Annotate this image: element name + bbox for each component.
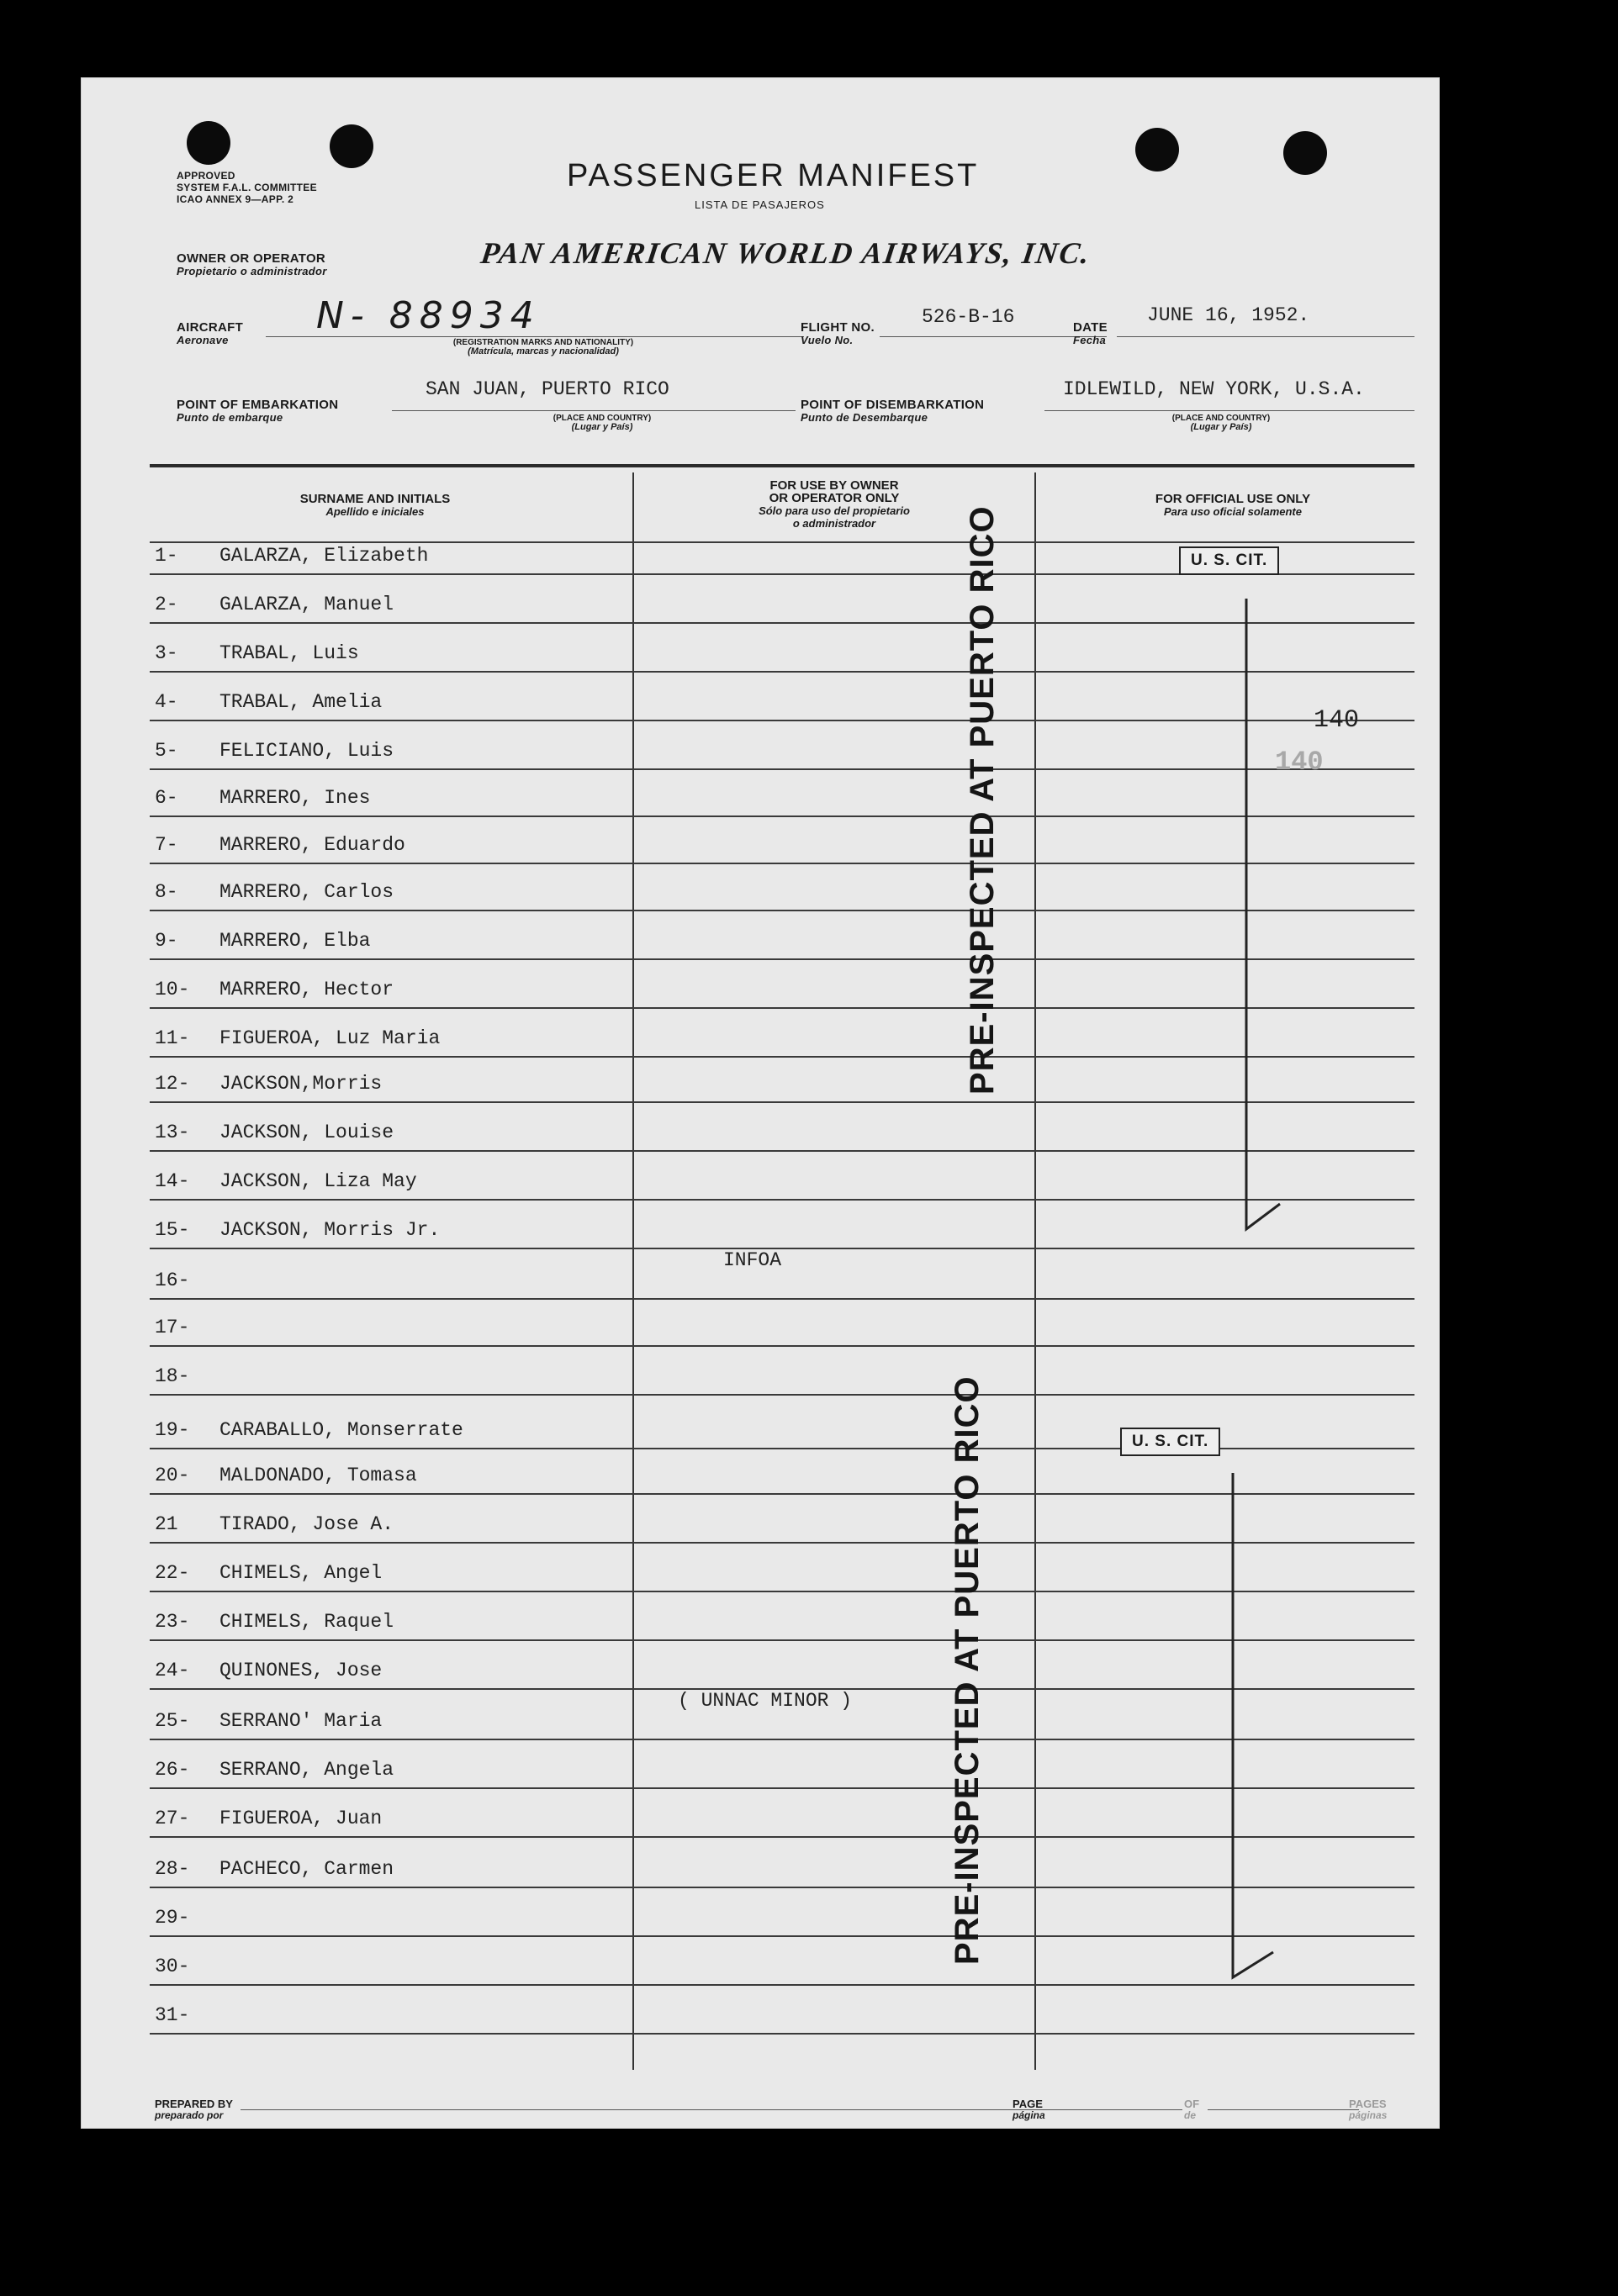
punch-hole — [187, 121, 230, 165]
row-number: 3- — [155, 642, 178, 664]
row-line — [150, 1298, 1414, 1300]
row-number: 21 — [155, 1513, 178, 1535]
disembarkation-label: POINT OF DISEMBARKATION Punto de Desembarque — [801, 398, 985, 424]
passenger-name: MARRERO, Carlos — [219, 881, 394, 903]
passenger-name: JACKSON, Liza May — [219, 1170, 417, 1192]
check-bracket — [1199, 1456, 1317, 1994]
passenger-name: FIGUEROA, Juan — [219, 1808, 383, 1829]
row-number: 4- — [155, 691, 178, 713]
row-number: 18- — [155, 1365, 190, 1387]
row-number: 12- — [155, 1073, 190, 1095]
row-number: 17- — [155, 1317, 190, 1338]
passenger-name: FIGUEROA, Luz Maria — [219, 1027, 441, 1049]
approval-line: SYSTEM F.A.L. COMMITTEE — [177, 182, 317, 193]
row-number: 26- — [155, 1759, 190, 1781]
approval-block — [177, 170, 317, 205]
operator-note: INFOA — [723, 1249, 782, 1271]
date-label: DATE Fecha — [1073, 320, 1108, 346]
passenger-name: TIRADO, Jose A. — [219, 1513, 394, 1535]
passenger-name: CHIMELS, Angel — [219, 1562, 383, 1584]
passenger-name: MALDONADO, Tomasa — [219, 1465, 417, 1486]
check-bracket — [1199, 582, 1317, 1254]
row-number: 11- — [155, 1027, 190, 1049]
passenger-name: PACHECO, Carmen — [219, 1858, 394, 1880]
passenger-name: JACKSON,Morris — [219, 1073, 383, 1095]
official-use-column-header: FOR OFFICIAL USE ONLY Para uso oficial solamente — [1155, 492, 1311, 518]
approval-line: APPROVED — [177, 170, 235, 182]
row-number: 5- — [155, 740, 178, 762]
row-number: 10- — [155, 979, 190, 1000]
aircraft-label: AIRCRAFT Aeronave — [177, 320, 244, 346]
date-underline — [1117, 336, 1414, 337]
passenger-name: MARRERO, Elba — [219, 930, 371, 952]
citizen-stamp: U. S. CIT. — [1120, 1428, 1220, 1456]
row-number: 29- — [155, 1907, 190, 1929]
surname-column-header: SURNAME AND INITIALS Apellido e iniciales — [299, 492, 451, 518]
row-number: 24- — [155, 1660, 190, 1681]
prepared-by-underline — [241, 2109, 1081, 2110]
flight-no-value: 526-B-16 — [922, 306, 1015, 328]
row-line — [150, 541, 1414, 543]
approval-line: ICAO ANNEX 9—APP. 2 — [177, 193, 294, 205]
passenger-name: CARABALLO, Monserrate — [219, 1419, 463, 1441]
embarkation-place-caption: (PLACE AND COUNTRY) (Lugar y País) — [553, 414, 652, 432]
page-title: PASSENGER MANIFEST — [567, 158, 980, 193]
row-number: 2- — [155, 594, 178, 615]
row-number: 22- — [155, 1562, 190, 1584]
pre-inspected-stamp: PRE-INSPECTED AT PUERTO RICO — [949, 1375, 986, 1965]
manifest-page — [81, 77, 1440, 2129]
registration-caption: (REGISTRATION MARKS AND NATIONALITY) (Matrícula, marcas y nacionalidad) — [452, 338, 634, 356]
punch-hole — [330, 124, 373, 168]
column-divider — [632, 472, 634, 2070]
row-line — [150, 1448, 1414, 1449]
official-number: 140 — [1314, 706, 1360, 735]
row-number: 6- — [155, 787, 178, 809]
passenger-name: FELICIANO, Luis — [219, 740, 394, 762]
row-number: 27- — [155, 1808, 190, 1829]
row-number: 19- — [155, 1419, 190, 1441]
row-number: 13- — [155, 1122, 190, 1143]
owner-label: OWNER OR OPERATOR Propietario o administrador — [177, 251, 327, 277]
of-label: OF de — [1184, 2098, 1200, 2121]
row-number: 23- — [155, 1611, 190, 1633]
passenger-name: QUINONES, Jose — [219, 1660, 383, 1681]
disembarkation-value: IDLEWILD, NEW YORK, U.S.A. — [1063, 378, 1365, 400]
embarkation-value: SAN JUAN, PUERTO RICO — [426, 378, 669, 400]
embarkation-label: POINT OF EMBARKATION Punto de embarque — [177, 398, 339, 424]
disembarkation-underline — [1044, 410, 1414, 411]
passenger-name: GALARZA, Manuel — [219, 594, 394, 615]
row-number: 8- — [155, 881, 178, 903]
passenger-name: MARRERO, Eduardo — [219, 834, 405, 856]
column-divider — [1034, 472, 1036, 2070]
row-number: 16- — [155, 1269, 190, 1291]
flight-no-label: FLIGHT NO. Vuelo No. — [801, 320, 875, 346]
passenger-name: CHIMELS, Raquel — [219, 1611, 394, 1633]
row-number: 14- — [155, 1170, 190, 1192]
date-value: JUNE 16, 1952. — [1147, 304, 1310, 326]
passenger-name: MARRERO, Hector — [219, 979, 394, 1000]
disembarkation-place-caption: (PLACE AND COUNTRY) (Lugar y País) — [1171, 414, 1271, 432]
prepared-by-label: PREPARED BY preparado por — [155, 2098, 233, 2121]
official-number-faded: 140 — [1275, 747, 1324, 778]
page-underline — [1048, 2109, 1182, 2110]
passenger-name: MARRERO, Ines — [219, 787, 371, 809]
citizen-stamp: U. S. CIT. — [1179, 546, 1279, 575]
passenger-name: TRABAL, Amelia — [219, 691, 383, 713]
passenger-name: SERRANO, Angela — [219, 1759, 394, 1781]
passenger-name: JACKSON, Morris Jr. — [219, 1219, 441, 1241]
punch-hole — [1135, 128, 1179, 172]
row-number: 15- — [155, 1219, 190, 1241]
row-number: 1- — [155, 545, 178, 567]
row-line — [150, 1345, 1414, 1347]
row-number: 9- — [155, 930, 178, 952]
row-line — [150, 1394, 1414, 1396]
passenger-name: JACKSON, Louise — [219, 1122, 394, 1143]
row-number: 30- — [155, 1956, 190, 1977]
page-label: PAGE página — [1013, 2098, 1045, 2121]
pages-label: PAGES páginas — [1349, 2098, 1388, 2121]
passenger-name: SERRANO' Maria — [219, 1710, 383, 1732]
row-line — [150, 2033, 1414, 2035]
row-number: 7- — [155, 834, 178, 856]
row-number: 25- — [155, 1710, 190, 1732]
page-subtitle: LISTA DE PASAJEROS — [695, 198, 825, 211]
operator-note: ( UNNAC MINOR ) — [678, 1690, 853, 1712]
aircraft-value: N- 88934 — [316, 294, 541, 337]
passenger-name: TRABAL, Luis — [219, 642, 359, 664]
row-number: 20- — [155, 1465, 190, 1486]
row-number: 31- — [155, 2004, 190, 2026]
row-number: 28- — [155, 1858, 190, 1880]
embarkation-underline — [392, 410, 796, 411]
owner-value: PAN AMERICAN WORLD AIRWAYS, INC. — [479, 236, 1093, 270]
table-top-rule — [150, 464, 1414, 467]
punch-hole — [1283, 131, 1327, 175]
pre-inspected-stamp: PRE-INSPECTED AT PUERTO RICO — [964, 505, 1001, 1095]
passenger-name: GALARZA, Elizabeth — [219, 545, 429, 567]
owner-use-column-header: FOR USE BY OWNER OR OPERATOR ONLY Sólo para uso del propietario o administrador — [759, 478, 910, 530]
of-underline — [1208, 2109, 1359, 2110]
